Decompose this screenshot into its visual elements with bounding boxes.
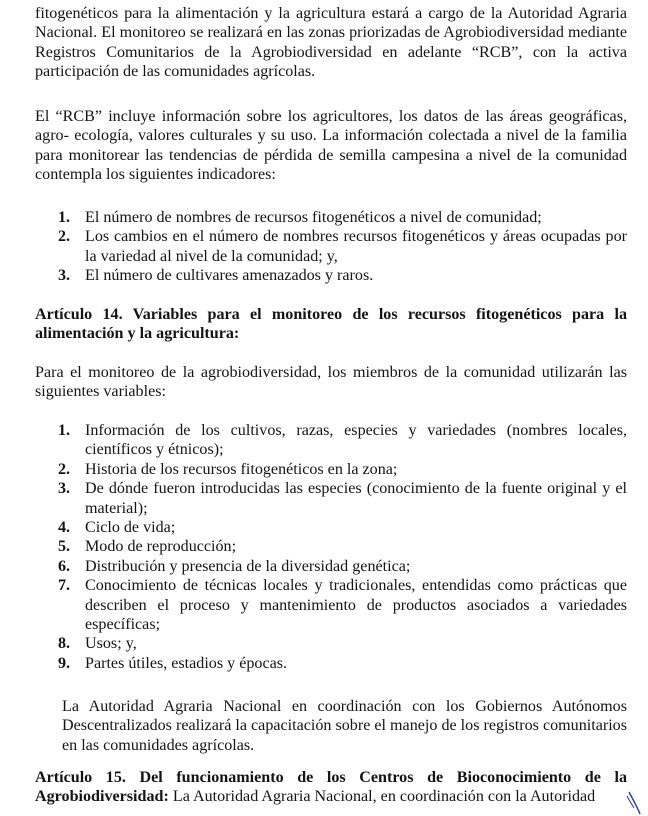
list-number: 7. [58,577,71,595]
list-number: 1. [58,422,71,439]
list-number: 2. [58,460,71,478]
list-text: El número de nombres de recursos fitogenéticos a nivel de comunidad; [85,209,542,226]
variable-item [58,518,627,537]
list-text: El número de cultivares amenazados y raros. [85,267,374,285]
paragraph-authority [62,697,627,755]
heading-text: Artículo 14. Variables para el monitoreo de los recursos fitogenéticos para la alimentación y la agricultura: [35,306,627,343]
variable-item [58,634,627,653]
list-text: Historia de los recursos fitogenéticos en la zona; [85,460,398,478]
list-number: 4. [58,519,71,537]
pen-stroke-mark [626,790,644,816]
list-number: 9. [58,654,71,672]
paragraph-text: La Autoridad Agraria Nacional en coordinación con los Gobiernos Autónomos Descentralizados realizará la capacitación sobre el manejo de los registros comunitarios en las comunidades agrícolas. [62,698,627,754]
variable-item [58,557,627,576]
variable-item [58,576,627,634]
article-14-heading [35,305,627,344]
indicator-item [58,208,627,227]
variable-item [58,479,627,518]
list-text: De dónde fueron introducidas las especies (conocimiento de la fuente original y el material); [85,480,627,517]
list-number: 2. [58,228,71,246]
indicator-item [58,227,627,266]
article-15-text: La Autoridad Agraria Nacional, en coordinación con la Autoridad [172,788,596,806]
variable-item [58,537,627,556]
indicator-item [58,266,627,285]
article-15-paragraph [35,768,627,807]
list-number: 1. [58,209,71,226]
paragraph-intro [35,4,627,82]
paragraph-text: fitogenéticos para la alimentación y la agricultura estará a cargo de la Autoridad Agraria Nacional. El monitoreo se realizará en las zonas priorizadas de Agrobiodiversidad mediante Registros Comunitarios de la Agrobiodiversidad en adelante “RCB”, con la activa participación de las comunidades agrícolas. [35,5,627,81]
list-text: Ciclo de vida; [85,519,176,537]
list-text: Modo de reproducción; [85,538,237,556]
list-number: 3. [58,267,71,285]
list-text: Los cambios en el número de nombres recursos fitogenéticos y áreas ocupadas por la variedad al nivel de la comunidad; y, [85,228,627,265]
list-text: Información de los cultivos, razas, especies y variedades (nombres locales, científicos y étnicos); [85,422,627,459]
paragraph-rcb [35,107,627,185]
variable-item [58,460,627,479]
list-text: Conocimiento de técnicas locales y tradicionales, entendidas como prácticas que describen el proceso y mantenimiento de productos asociados a variedades específicas; [85,577,627,634]
list-number: 6. [58,557,71,575]
list-text: Distribución y presencia de la diversidad genética; [85,557,411,575]
list-number: 5. [58,538,71,556]
paragraph-text: El “RCB” incluye información sobre los agricultores, los datos de las áreas geográficas, agro- ecología, valores culturales y su uso. La información colectada a nivel de la familia para monitorear las tendencias de pérdida de semilla campesina a nivel de la comunidad contempla los siguientes indicadores: [35,108,627,184]
list-number: 3. [58,480,71,498]
variable-item [58,654,627,673]
variables-list [58,421,627,673]
indicator-list [58,208,627,286]
paragraph-text: Para el monitoreo de la agrobiodiversidad, los miembros de la comunidad utilizarán las siguientes variables: [35,364,627,401]
list-text: Partes útiles, estadios y épocas. [85,654,288,672]
article-15-heading: Artículo 15. Del funcionamiento de los Centros de Bioconocimiento de la Agrobiodiversidad: [35,769,627,806]
paragraph-variables [35,363,627,402]
list-text: Usos; y, [85,635,137,653]
variable-item [58,421,627,460]
list-number: 8. [58,635,71,653]
